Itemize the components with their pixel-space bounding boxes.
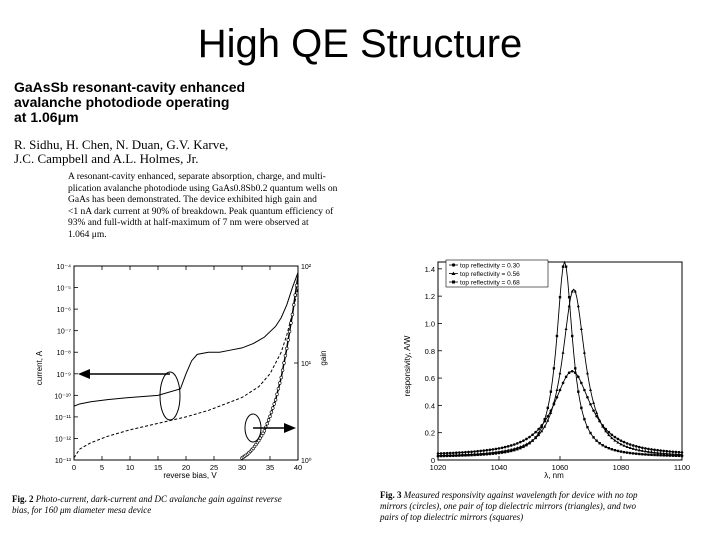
fig3-x-tick-label: 1100 xyxy=(673,463,690,472)
fig2-gain-marker xyxy=(280,376,283,379)
fig2-gain-marker xyxy=(266,422,269,425)
fig3-marker-square xyxy=(577,390,579,392)
fig3-marker-square xyxy=(489,453,491,455)
fig3-marker-square xyxy=(553,367,555,369)
authors-line-1: R. Sidhu, H. Chen, N. Duan, G.V. Karve, xyxy=(14,137,229,152)
fig2-caption-line-1: Photo-current, dark-current and DC avalanche gain against reverse xyxy=(35,494,282,504)
fig3-y-tick-label: 1.2 xyxy=(424,292,435,302)
fig3-marker-circle xyxy=(653,449,656,452)
fig3-marker-square xyxy=(534,436,536,438)
fig3-legend-entry-2: top reflectivity = 0.56 xyxy=(460,271,520,278)
fig2-x-tick-label: 40 xyxy=(293,463,303,472)
fig3-marker-circle xyxy=(592,409,595,412)
fig3-marker-square xyxy=(507,450,509,452)
fig2-gain-marker xyxy=(295,284,298,287)
fig3-marker-square xyxy=(635,453,637,455)
fig2-ylabel-left: current, A xyxy=(35,350,44,386)
abstract-line: GaAs has been demonstrated. The device exhibited high gain and xyxy=(68,195,317,205)
fig3-marker-square xyxy=(473,454,475,456)
fig2-gain-marker xyxy=(284,354,287,357)
fig3-marker-circle xyxy=(568,371,571,374)
fig3-legend-entry-1: top reflectivity = 0.30 xyxy=(460,262,520,270)
authors-line-2: J.C. Campbell and A.L. Holmes, Jr. xyxy=(14,151,199,166)
paper-title-line-3: at 1.06μm xyxy=(14,109,79,125)
fig3-marker-square xyxy=(556,335,558,337)
fig3-ylabel: responsivity, A/W xyxy=(403,335,412,397)
fig2-gain-marker xyxy=(290,322,293,325)
fig3-marker-square xyxy=(541,426,543,428)
fig2-gain-marker xyxy=(291,313,294,316)
fig3-marker-square xyxy=(544,418,546,420)
fig2-gain-marker xyxy=(292,303,295,306)
paper-title-line-2: avalanche photodiode operating xyxy=(14,94,230,110)
fig3-marker-triangle xyxy=(580,327,583,330)
fig3-marker-square xyxy=(589,432,591,434)
fig2-y2-tick-label: 10⁰ xyxy=(301,458,312,465)
fig3-marker-circle xyxy=(507,445,510,448)
fig2-caption-label: Fig. 2 xyxy=(12,494,34,504)
abstract-line: plication avalanche photodiode using GaAs0.8Sb0.2 quantum wells on xyxy=(68,183,338,194)
fig3-marker-circle xyxy=(522,439,525,442)
fig3-marker-square xyxy=(483,453,485,455)
fig3-marker-square xyxy=(559,296,561,298)
fig3-marker-circle xyxy=(647,448,650,451)
fig3-marker-square xyxy=(550,390,552,392)
fig3-marker-square xyxy=(672,454,674,456)
fig3-marker-circle xyxy=(498,447,501,450)
fig3-marker-square xyxy=(470,454,472,456)
fig2-gain-marker xyxy=(263,430,266,433)
fig3-marker-circle xyxy=(492,448,495,451)
fig3-marker-triangle xyxy=(546,419,549,422)
fig2-y-tick-label: 10⁻¹¹ xyxy=(54,414,71,422)
fig3-marker-circle xyxy=(534,431,537,434)
fig3-marker-triangle xyxy=(559,372,562,375)
fig3-marker-circle xyxy=(537,428,540,431)
fig3-marker-square xyxy=(602,444,604,446)
fig2-y-tick-label: 10⁻⁷ xyxy=(56,328,71,336)
fig3-marker-square xyxy=(495,452,497,454)
fig3-marker-circle xyxy=(473,450,476,453)
fig3-marker-triangle xyxy=(565,327,568,330)
fig3-marker-square xyxy=(458,454,460,456)
fig3-marker-square xyxy=(492,453,494,455)
fig3-marker-triangle xyxy=(583,351,586,354)
fig2-y-tick-label: 10⁻⁹ xyxy=(56,371,71,379)
fig3-marker-circle xyxy=(620,439,623,442)
fig3-marker-square xyxy=(623,451,625,453)
fig3-marker-square xyxy=(501,451,503,453)
slide-title: High QE Structure xyxy=(197,22,523,66)
fig3-marker-square xyxy=(632,452,634,454)
fig3-marker-square xyxy=(516,448,518,450)
fig3-marker-circle xyxy=(632,444,635,447)
fig3-marker-circle xyxy=(556,396,559,399)
fig3-x-tick-label: 1080 xyxy=(612,463,630,472)
fig3-marker-square xyxy=(580,407,582,409)
fig3-marker-square xyxy=(605,446,607,448)
fig2-gain-marker xyxy=(269,415,272,418)
fig3-marker-circle xyxy=(482,449,485,452)
fig3-marker-square xyxy=(519,447,521,449)
fig3-marker-square xyxy=(592,436,594,438)
fig2-gain-marker xyxy=(277,387,280,390)
abstract-line: 93% and full-width at half-maximum of 7 nm were observed at xyxy=(68,218,309,228)
fig3-marker-circle xyxy=(479,450,482,453)
fig2-gain-marker xyxy=(270,411,273,414)
fig3-x-tick-label: 1060 xyxy=(551,463,569,472)
fig3-marker-square xyxy=(678,455,680,457)
fig3-marker-circle xyxy=(650,448,653,451)
fig2-gain-marker xyxy=(287,339,290,342)
fig3-marker-circle xyxy=(644,447,647,450)
fig3-marker-square xyxy=(452,455,454,457)
fig3-y-tick-label: 0.6 xyxy=(424,374,435,384)
fig3-marker-circle xyxy=(656,449,659,452)
fig3-marker-circle xyxy=(583,389,586,392)
fig2-x-tick-label: 25 xyxy=(209,463,219,472)
fig3-marker-triangle xyxy=(577,304,580,307)
fig3-marker-square xyxy=(504,451,506,453)
fig3-marker-square xyxy=(617,450,619,452)
fig3-marker-square xyxy=(461,454,463,456)
abstract-line: <1 nA dark current at 90% of breakdown. Peak quantum efficiency of xyxy=(68,206,334,217)
fig3-marker-square xyxy=(437,455,439,457)
fig3-caption-line-3: pairs of top dielectric mirrors (squares) xyxy=(380,512,524,522)
fig3-legend-entry-3: top reflectivity = 0.68 xyxy=(460,279,520,287)
fig3-marker-square xyxy=(531,439,533,441)
fig3-marker-square xyxy=(608,447,610,449)
fig2-y-tick-label: 10⁻⁶ xyxy=(56,307,71,315)
fig2-x-tick-label: 0 xyxy=(71,463,77,472)
fig3-marker-square xyxy=(641,453,643,455)
fig2-y2-tick-label: 10¹ xyxy=(301,361,312,368)
fig3-marker-circle xyxy=(626,442,629,445)
fig3-marker-circle xyxy=(476,450,479,453)
fig3-marker-triangle xyxy=(555,388,558,391)
fig2-chart xyxy=(20,258,338,480)
fig3-marker-square xyxy=(443,455,445,457)
fig3-marker-square xyxy=(653,454,655,456)
fig3-marker-circle xyxy=(623,441,626,444)
fig3-marker-triangle xyxy=(592,401,595,404)
fig3-marker-circle xyxy=(562,382,565,385)
fig2-gain-marker xyxy=(267,419,270,422)
fig3-marker-square xyxy=(537,432,539,434)
fig2-gain-marker xyxy=(294,294,297,297)
fig3-marker-square xyxy=(528,442,530,444)
fig3-marker-circle xyxy=(531,433,534,436)
fig3-marker-circle xyxy=(510,444,513,447)
fig3-marker-circle xyxy=(519,441,522,444)
fig3-marker-circle xyxy=(577,376,580,379)
fig3-marker-circle xyxy=(586,396,589,399)
fig3-chart xyxy=(398,256,690,482)
fig3-marker-square xyxy=(547,407,549,409)
fig3-marker-square xyxy=(571,335,573,337)
fig3-y-tick-label: 0.2 xyxy=(424,428,435,438)
fig2-x-tick-label: 5 xyxy=(99,463,105,472)
paper-title-line-1: GaAsSb resonant-cavity enhanced xyxy=(14,79,246,95)
fig2-gain-marker xyxy=(285,347,288,350)
fig3-marker-square xyxy=(583,418,585,420)
fig3-marker-square xyxy=(467,454,469,456)
fig3-marker-square xyxy=(525,444,527,446)
fig3-marker-square xyxy=(446,455,448,457)
fig3-marker-circle xyxy=(611,433,614,436)
fig2-y2-tick-label: 10² xyxy=(301,264,312,271)
fig3-caption-line-2: mirrors (circles), one pair of top dielectric mirrors (triangles), and two xyxy=(380,501,636,511)
fig3-y-tick-label: 1.0 xyxy=(424,319,435,329)
fig3-marker-square xyxy=(669,454,671,456)
fig3-marker-circle xyxy=(614,436,617,439)
fig3-marker-square xyxy=(681,455,683,457)
fig3-marker-circle xyxy=(486,449,489,452)
fig3-marker-square xyxy=(626,451,628,453)
fig3-marker-circle xyxy=(495,448,498,451)
fig3-marker-triangle xyxy=(595,411,598,414)
fig2-gain-marker xyxy=(274,398,277,401)
fig3-marker-square xyxy=(486,453,488,455)
fig3-marker-square xyxy=(598,442,600,444)
fig3-plot-frame xyxy=(438,262,682,460)
fig3-marker-square xyxy=(650,454,652,456)
fig2-x-tick-label: 35 xyxy=(265,463,275,472)
fig2-arrowhead-left xyxy=(78,369,90,379)
fig3-marker-square xyxy=(464,454,466,456)
fig3-marker-circle xyxy=(638,446,641,449)
fig3-x-tick-label: 1040 xyxy=(490,463,508,472)
fig2-y-tick-label: 10⁻⁵ xyxy=(56,285,71,293)
fig2-gain-marker xyxy=(288,330,291,333)
fig3-marker-circle xyxy=(501,446,504,449)
fig3-marker-circle xyxy=(565,376,568,379)
fig3-marker-square xyxy=(666,454,668,456)
fig3-marker-square xyxy=(574,367,576,369)
fig3-marker-square xyxy=(498,452,500,454)
abstract-line: 1.064 μm. xyxy=(68,229,107,240)
fig3-marker-square xyxy=(440,455,442,457)
fig3-series-line xyxy=(438,371,682,453)
fig3-marker-square xyxy=(647,453,649,455)
fig3-xlabel: λ, nm xyxy=(544,471,564,480)
fig2-xlabel: reverse bias, V xyxy=(163,471,217,480)
fig3-marker-square xyxy=(449,455,451,457)
abstract-line: A resonant-cavity enhanced, separate absorption, charge, and multi- xyxy=(68,172,326,182)
fig3-marker-circle xyxy=(489,449,492,452)
fig3-marker-square xyxy=(663,454,665,456)
fig2-y-tick-label: 10⁻⁴ xyxy=(56,264,71,271)
fig3-marker-square xyxy=(595,439,597,441)
fig3-y-tick-label: 0.4 xyxy=(424,401,435,411)
fig3-marker-square xyxy=(476,454,478,456)
fig3-legend xyxy=(446,260,548,287)
fig3-marker-triangle xyxy=(586,372,589,375)
fig3-marker-circle xyxy=(635,445,638,448)
fig2-gain-marker xyxy=(283,362,286,365)
fig3-y-tick-label: 0.8 xyxy=(424,346,435,356)
fig2-annotation-ellipse-left xyxy=(160,372,180,420)
fig3-marker-square xyxy=(656,454,658,456)
fig3-y-tick-label: 1.4 xyxy=(424,264,435,274)
fig2-arrowhead-right xyxy=(284,423,296,433)
fig3-marker-triangle xyxy=(589,388,592,391)
fig2-caption xyxy=(12,494,347,516)
fig3-marker-triangle xyxy=(562,351,565,354)
fig2-y-tick-label: 10⁻¹⁰ xyxy=(54,393,71,401)
fig3-marker-square xyxy=(614,449,616,451)
fig2-caption-line-2: bias, for 160 μm diameter mesa device xyxy=(12,505,152,515)
fig3-marker-square xyxy=(565,265,567,267)
fig2-gain-marker xyxy=(271,407,274,410)
paper-authors xyxy=(14,138,344,166)
fig2-gain-marker xyxy=(281,369,284,372)
fig3-marker-circle xyxy=(528,436,531,439)
fig3-marker-circle xyxy=(617,438,620,441)
fig3-marker-circle xyxy=(525,438,528,441)
fig3-marker-circle xyxy=(571,370,574,373)
fig2-x-tick-label: 10 xyxy=(125,463,135,472)
fig3-marker-circle xyxy=(580,382,583,385)
fig3-caption-line-1: Measured responsivity against wavelength for device with no top xyxy=(403,490,638,500)
fig3-marker-square xyxy=(522,446,524,448)
fig3-marker-circle xyxy=(504,446,507,449)
fig3-marker-square xyxy=(586,426,588,428)
paper-abstract xyxy=(68,172,350,241)
paper-title xyxy=(14,80,344,125)
fig3-marker-square xyxy=(510,450,512,452)
fig2-x-tick-label: 20 xyxy=(181,463,191,472)
fig2-x-tick-label: 15 xyxy=(153,463,163,472)
fig2-gain-marker xyxy=(278,382,281,385)
fig2-ylabel-right: gain xyxy=(319,350,328,366)
fig3-caption xyxy=(380,490,715,523)
fig3-marker-square xyxy=(659,454,661,456)
fig3-marker-square xyxy=(629,452,631,454)
fig3-marker-square xyxy=(562,265,564,267)
fig3-marker-circle xyxy=(641,446,644,449)
fig2-x-tick-label: 30 xyxy=(237,463,247,472)
fig3-marker-circle xyxy=(589,403,592,406)
fig3-marker-circle xyxy=(513,443,516,446)
fig3-marker-square xyxy=(513,449,515,451)
fig2-y-tick-label: 10⁻¹³ xyxy=(54,458,71,465)
fig3-marker-circle xyxy=(608,431,611,434)
fig3-marker-circle xyxy=(629,443,632,446)
fig3-y-tick-label: 0 xyxy=(430,456,435,465)
fig2-gain-marker xyxy=(276,393,279,396)
fig2-y-tick-label: 10⁻⁸ xyxy=(56,350,71,358)
fig3-marker-square xyxy=(675,455,677,457)
fig2-gain-marker xyxy=(273,403,276,406)
fig2-y-tick-label: 10⁻¹² xyxy=(54,436,71,444)
fig3-marker-circle xyxy=(516,442,519,445)
fig3-marker-square xyxy=(611,448,613,450)
fig3-marker-square xyxy=(568,296,570,298)
fig3-marker-square xyxy=(638,453,640,455)
fig3-x-tick-label: 1020 xyxy=(429,463,447,472)
fig3-marker-circle xyxy=(559,389,562,392)
fig3-series-line xyxy=(438,262,682,456)
fig2-series-gain xyxy=(242,276,298,458)
fig2-series-photocurrent xyxy=(74,272,298,406)
fig3-marker-square xyxy=(644,453,646,455)
fig3-marker-square xyxy=(620,450,622,452)
fig3-marker-square xyxy=(455,454,457,456)
fig3-marker-square xyxy=(480,453,482,455)
fig3-caption-label: Fig. 3 xyxy=(380,490,402,500)
